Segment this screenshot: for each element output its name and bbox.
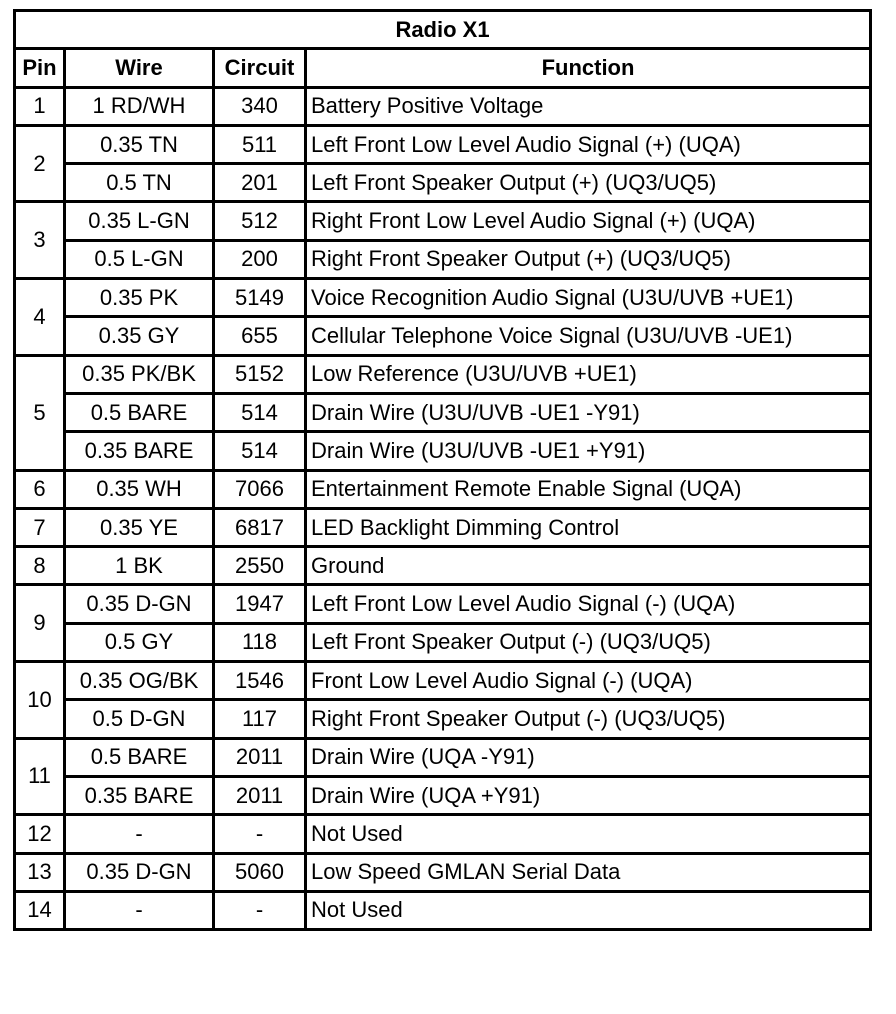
- wire-cell: 0.35 L-GN: [65, 202, 214, 240]
- function-cell: Drain Wire (U3U/UVB -UE1 -Y91): [306, 393, 871, 431]
- table-row: [15, 87, 871, 125]
- pin-cell: 4: [15, 279, 65, 356]
- wire-cell: 0.35 D-GN: [65, 853, 214, 891]
- table-row: [15, 164, 871, 202]
- pin-cell: 14: [15, 891, 65, 929]
- function-cell: Drain Wire (UQA +Y91): [306, 776, 871, 814]
- table-row: [15, 432, 871, 470]
- pin-cell: 13: [15, 853, 65, 891]
- circuit-cell: 5060: [214, 853, 306, 891]
- pin-cell: 3: [15, 202, 65, 279]
- table-row: [15, 393, 871, 431]
- table-title: Radio X1: [15, 11, 871, 49]
- connector-table-container: [13, 9, 869, 931]
- table-row: [15, 355, 871, 393]
- circuit-cell: -: [214, 815, 306, 853]
- pin-cell: 1: [15, 87, 65, 125]
- column-header-row: [15, 49, 871, 87]
- wire-cell: -: [65, 815, 214, 853]
- table-title-row: [15, 11, 871, 49]
- function-cell: LED Backlight Dimming Control: [306, 508, 871, 546]
- circuit-cell: 2011: [214, 776, 306, 814]
- circuit-cell: 511: [214, 125, 306, 163]
- table-row: [15, 240, 871, 278]
- function-cell: Right Front Low Level Audio Signal (+) (UQA): [306, 202, 871, 240]
- pin-cell: 7: [15, 508, 65, 546]
- circuit-cell: 2550: [214, 547, 306, 585]
- pin-cell: 11: [15, 738, 65, 815]
- circuit-cell: 514: [214, 393, 306, 431]
- wire-cell: 0.5 TN: [65, 164, 214, 202]
- function-cell: Left Front Speaker Output (-) (UQ3/UQ5): [306, 623, 871, 661]
- circuit-cell: 1546: [214, 662, 306, 700]
- pin-cell: 12: [15, 815, 65, 853]
- function-cell: Front Low Level Audio Signal (-) (UQA): [306, 662, 871, 700]
- table-row: [15, 623, 871, 661]
- circuit-cell: -: [214, 891, 306, 929]
- table-row: [15, 738, 871, 776]
- function-cell: Drain Wire (UQA -Y91): [306, 738, 871, 776]
- circuit-column-header: Circuit: [214, 49, 306, 87]
- pin-cell: 8: [15, 547, 65, 585]
- table-row: [15, 776, 871, 814]
- table-row: [15, 508, 871, 546]
- pin-cell: 6: [15, 470, 65, 508]
- circuit-cell: 117: [214, 700, 306, 738]
- wire-cell: 1 BK: [65, 547, 214, 585]
- wire-cell: 1 RD/WH: [65, 87, 214, 125]
- wire-cell: 0.5 D-GN: [65, 700, 214, 738]
- circuit-cell: 5152: [214, 355, 306, 393]
- table-row: [15, 279, 871, 317]
- table-row: [15, 585, 871, 623]
- circuit-cell: 5149: [214, 279, 306, 317]
- function-cell: Not Used: [306, 891, 871, 929]
- pin-cell: 10: [15, 662, 65, 739]
- function-cell: Entertainment Remote Enable Signal (UQA): [306, 470, 871, 508]
- circuit-cell: 6817: [214, 508, 306, 546]
- wire-cell: 0.35 TN: [65, 125, 214, 163]
- connector-pinout-table: [13, 9, 872, 931]
- table-row: [15, 815, 871, 853]
- circuit-cell: 201: [214, 164, 306, 202]
- pin-cell: 5: [15, 355, 65, 470]
- table-row: [15, 470, 871, 508]
- function-cell: Not Used: [306, 815, 871, 853]
- function-cell: Left Front Speaker Output (+) (UQ3/UQ5): [306, 164, 871, 202]
- wire-cell: -: [65, 891, 214, 929]
- wire-cell: 0.35 D-GN: [65, 585, 214, 623]
- circuit-cell: 340: [214, 87, 306, 125]
- table-row: [15, 662, 871, 700]
- function-cell: Left Front Low Level Audio Signal (-) (UQA): [306, 585, 871, 623]
- wire-cell: 0.35 BARE: [65, 432, 214, 470]
- table-row: [15, 547, 871, 585]
- function-cell: Battery Positive Voltage: [306, 87, 871, 125]
- circuit-cell: 7066: [214, 470, 306, 508]
- function-cell: Ground: [306, 547, 871, 585]
- wire-cell: 0.35 PK/BK: [65, 355, 214, 393]
- wire-cell: 0.35 GY: [65, 317, 214, 355]
- circuit-cell: 118: [214, 623, 306, 661]
- function-cell: Right Front Speaker Output (+) (UQ3/UQ5): [306, 240, 871, 278]
- function-cell: Right Front Speaker Output (-) (UQ3/UQ5): [306, 700, 871, 738]
- function-cell: Left Front Low Level Audio Signal (+) (UQA): [306, 125, 871, 163]
- wire-cell: 0.5 BARE: [65, 393, 214, 431]
- wire-cell: 0.35 OG/BK: [65, 662, 214, 700]
- function-cell: Drain Wire (U3U/UVB -UE1 +Y91): [306, 432, 871, 470]
- function-cell: Voice Recognition Audio Signal (U3U/UVB +UE1): [306, 279, 871, 317]
- wire-cell: 0.35 BARE: [65, 776, 214, 814]
- function-cell: Low Reference (U3U/UVB +UE1): [306, 355, 871, 393]
- wire-cell: 0.35 YE: [65, 508, 214, 546]
- wire-cell: 0.35 PK: [65, 279, 214, 317]
- circuit-cell: 655: [214, 317, 306, 355]
- wire-cell: 0.5 GY: [65, 623, 214, 661]
- circuit-cell: 514: [214, 432, 306, 470]
- table-row: [15, 891, 871, 929]
- table-row: [15, 853, 871, 891]
- table-row: [15, 202, 871, 240]
- table-row: [15, 125, 871, 163]
- table-body: [15, 87, 871, 930]
- function-column-header: Function: [306, 49, 871, 87]
- wire-cell: 0.5 L-GN: [65, 240, 214, 278]
- circuit-cell: 2011: [214, 738, 306, 776]
- pin-cell: 9: [15, 585, 65, 662]
- table-row: [15, 700, 871, 738]
- pin-column-header: Pin: [15, 49, 65, 87]
- circuit-cell: 512: [214, 202, 306, 240]
- wire-cell: 0.35 WH: [65, 470, 214, 508]
- wire-column-header: Wire: [65, 49, 214, 87]
- table-row: [15, 317, 871, 355]
- wire-cell: 0.5 BARE: [65, 738, 214, 776]
- function-cell: Low Speed GMLAN Serial Data: [306, 853, 871, 891]
- circuit-cell: 200: [214, 240, 306, 278]
- pin-cell: 2: [15, 125, 65, 202]
- circuit-cell: 1947: [214, 585, 306, 623]
- function-cell: Cellular Telephone Voice Signal (U3U/UVB -UE1): [306, 317, 871, 355]
